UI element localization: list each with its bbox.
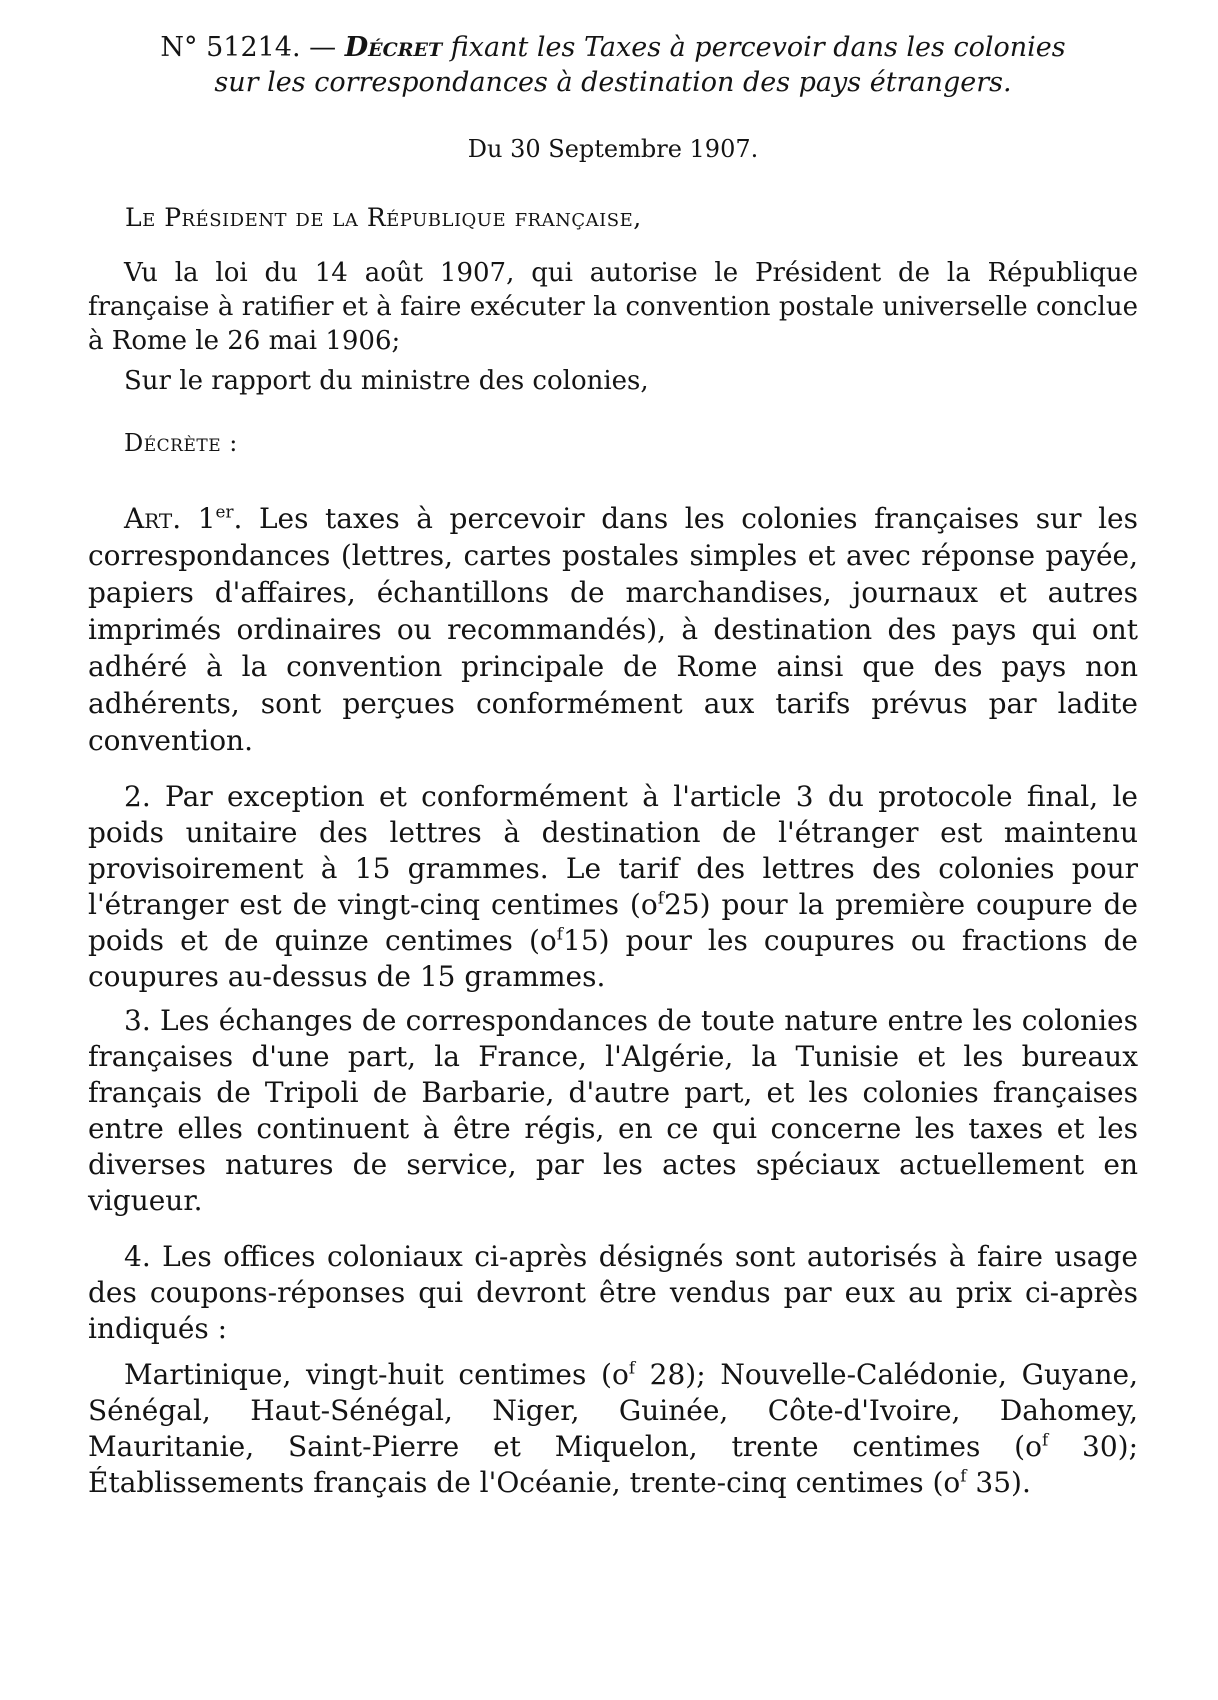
article-1	[88, 500, 1138, 759]
article-1-label: Art. 1	[124, 502, 216, 535]
decree-title-line1: fixant les Taxes à percevoir dans les colonies	[450, 32, 1066, 63]
article-2	[88, 779, 1138, 995]
decrete-heading: Décrète :	[124, 429, 238, 457]
article-4: 4. Les offices coloniaux ci-après désignés sont autorisés à faire usage des coupons-réponses qui devront être vendus par eux au prix ci-après indiqués :	[88, 1240, 1138, 1345]
preamble-rapport: Sur le rapport du ministre des colonies,	[124, 366, 649, 396]
article-4-tarifs	[88, 1357, 1138, 1501]
decree-number: N° 51214. —	[160, 32, 337, 63]
tarifs-part-a: Martinique, vingt-huit centimes (o	[124, 1358, 629, 1391]
tarifs-part-c: 30); Établissements français de l'Océanie, trente-cinq centimes (o	[88, 1430, 1139, 1499]
decree-title-line2: sur les correspondances à destination des pays étrangers.	[214, 67, 1012, 98]
decree-heading	[88, 30, 1138, 100]
article-2-part-c: 15) pour les coupures ou fractions de coupures au-dessus de 15 grammes.	[88, 924, 1138, 993]
tarifs-part-d: 35).	[966, 1466, 1031, 1499]
article-3: 3. Les échanges de correspondances de toute nature entre les colonies françaises d'une part, la France, l'Algérie, la Tunisie et les bureaux français de Tripoli de Barbarie, d'autre part, et les colonies françaises entre elles continuent à être régis, en ce qui concerne les taxes et les diverses natures de service, par les actes spéciaux actuellement en vigueur.	[88, 1004, 1138, 1217]
president-heading: Le Président de la République française,	[125, 203, 642, 232]
franc-sup: f	[1041, 1429, 1049, 1450]
article-1-sup: er	[215, 501, 234, 522]
decree-date: Du 30 Septembre 1907.	[467, 135, 759, 163]
franc-sup: f	[657, 887, 664, 908]
franc-sup: f	[628, 1357, 636, 1378]
article-2-part-a: 2. Par exception et conformément à l'article 3 du protocole final, le poids unitaire des lettres à destination de l'étranger est maintenu provisoirement à 15 grammes. Le tarif des lettres des colonies pour l'étranger est de vingt-cinq centimes (o	[88, 780, 1138, 921]
article-1-text: . Les taxes à percevoir dans les colonies françaises sur les correspondances (lettres, cartes postales simples et avec réponse payée, papiers d'affaires, échantillons de marchandises, journaux et autres imprimés ordinaires ou recommandés), à destination des pays qui ont adhéré à la convention principale de Rome ainsi que des pays non adhérents, sont perçues conformément aux tarifs prévus par ladite convention.	[88, 502, 1138, 757]
tarifs-part-b: 28); Nouvelle-Calédonie, Guyane, Sénégal, Haut-Sénégal, Niger, Guinée, Côte-d'Ivoire, Dahomey, Mauritanie, Saint-Pierre et Miquelon, trente centimes (o	[88, 1358, 1138, 1463]
preamble-loi: Vu la loi du 14 août 1907, qui autorise le Président de la République française à ratifier et à faire exécuter la convention postale universelle conclue à Rome le 26 mai 1906;	[88, 258, 1138, 356]
franc-sup: f	[960, 1465, 967, 1486]
document-page	[88, 30, 1138, 1501]
decree-word: Décret	[344, 32, 443, 63]
article-2-part-b: 25) pour la première coupure de poids et de quinze centimes (o	[88, 888, 1138, 957]
franc-sup: f	[556, 923, 564, 944]
